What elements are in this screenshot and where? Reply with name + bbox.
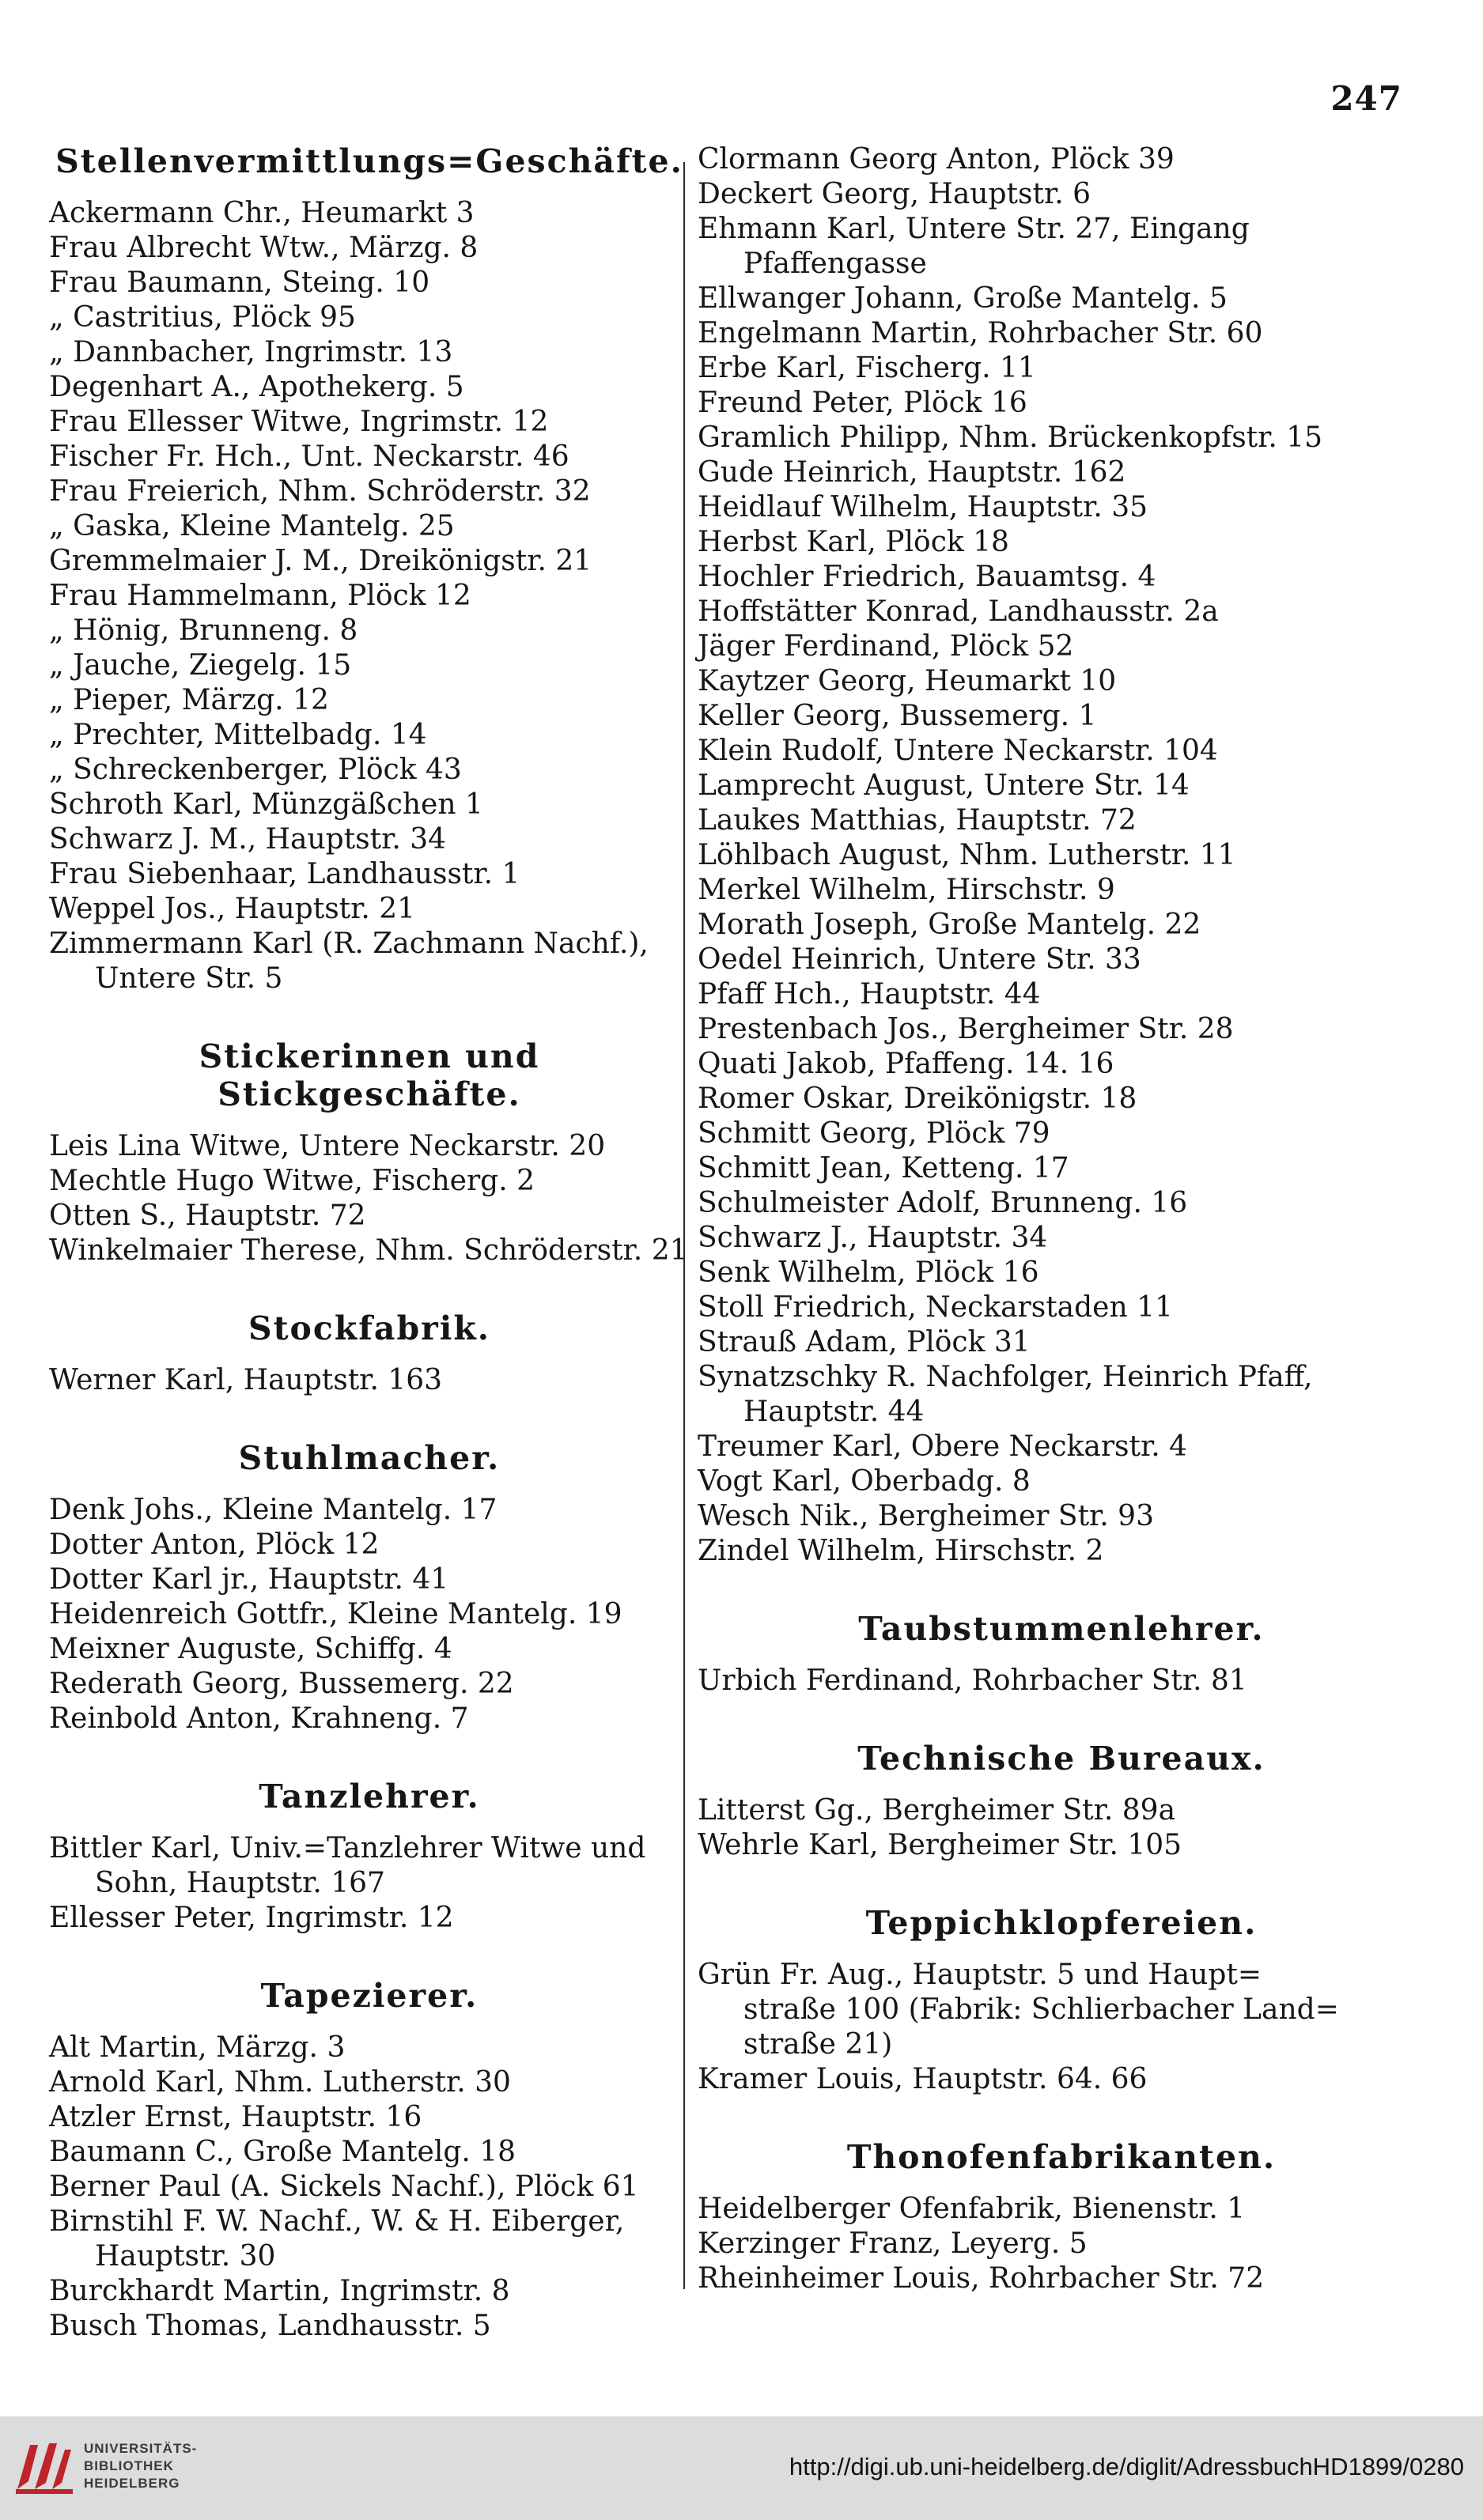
directory-entry: Schulmeister Adolf, Brunneng. 16 (698, 1187, 1188, 1219)
directory-entry: Heidelberger Ofenfabrik, Bienenstr. 1 (698, 2193, 1246, 2225)
directory-entry: Herbst Karl, Plöck 18 (698, 526, 1009, 558)
directory-entry: Morath Joseph, Große Mantelg. 22 (698, 909, 1201, 941)
directory-entry: Dotter Karl jr., Hauptstr. 41 (49, 1563, 449, 1596)
directory-entry: Synatzschky R. Nachfolger, Heinrich Pfaff, (698, 1361, 1313, 1393)
directory-entry: Schwarz J. M., Hauptstr. 34 (49, 823, 447, 856)
directory-entry: Werner Karl, Hauptstr. 163 (49, 1364, 443, 1396)
section-heading: Thonofenfabrikanten. (846, 2138, 1277, 2176)
directory-entry: „ Gaska, Kleine Mantelg. 25 (49, 510, 455, 542)
directory-entry: Keller Georg, Bussemerg. 1 (698, 700, 1097, 732)
directory-entry: Hochler Friedrich, Bauamtsg. 4 (698, 561, 1156, 593)
directory-entry: Heidlauf Wilhelm, Hauptstr. 35 (698, 491, 1148, 523)
directory-entry: Urbich Ferdinand, Rohrbacher Str. 81 (698, 1664, 1247, 1697)
institution-line-1: UNIVERSITÄTS- (84, 2441, 198, 2456)
directory-entry: Weppel Jos., Hauptstr. 21 (49, 893, 416, 925)
directory-entry: Klein Rudolf, Untere Neckarstr. 104 (698, 735, 1218, 767)
directory-entry: Kaytzer Georg, Heumarkt 10 (698, 665, 1117, 697)
directory-entry: Zimmermann Karl (R. Zachmann Nachf.), (49, 928, 649, 960)
directory-entry: straße 21) (743, 2028, 893, 2061)
directory-entry: Rederath Georg, Bussemerg. 22 (49, 1668, 514, 1700)
directory-entry: Winkelmaier Therese, Nhm. Schröderstr. 21 (49, 1234, 688, 1267)
directory-entry: Degenhart A., Apothekerg. 5 (49, 371, 464, 403)
directory-entry: Engelmann Martin, Rohrbacher Str. 60 (698, 317, 1263, 349)
directory-entry: Wehrle Karl, Bergheimer Str. 105 (698, 1829, 1182, 1861)
directory-entry: Gremmelmaier J. M., Dreikönigstr. 21 (49, 545, 592, 577)
directory-entry: Clormann Georg Anton, Plöck 39 (698, 143, 1175, 176)
directory-entry: „ Hönig, Brunneng. 8 (49, 614, 358, 647)
directory-entry: Meixner Auguste, Schiffg. 4 (49, 1633, 452, 1665)
directory-entry: Atzler Ernst, Hauptstr. 16 (49, 2101, 422, 2133)
directory-entry: Untere Str. 5 (95, 962, 283, 995)
section-heading: Technische Bureaux. (857, 1740, 1265, 1778)
directory-entry: Mechtle Hugo Witwe, Fischerg. 2 (49, 1165, 535, 1197)
section-heading: Stellenvermittlungs=Geschäfte. (55, 142, 683, 180)
directory-entry: Fischer Fr. Hch., Unt. Neckarstr. 46 (49, 440, 569, 473)
directory-entry: Ellwanger Johann, Große Mantelg. 5 (698, 282, 1228, 315)
directory-entry: Jäger Ferdinand, Plöck 52 (698, 630, 1074, 663)
directory-entry: Baumann C., Große Mantelg. 18 (49, 2136, 516, 2168)
directory-entry: Busch Thomas, Landhausstr. 5 (49, 2310, 491, 2342)
directory-entry: Deckert Georg, Hauptstr. 6 (698, 178, 1091, 210)
directory-entry: Ellesser Peter, Ingrimstr. 12 (49, 1902, 454, 1934)
directory-entry: Treumer Karl, Obere Neckarstr. 4 (698, 1430, 1188, 1463)
institution-line-2: BIBLIOTHEK (84, 2458, 174, 2473)
directory-entry: Freund Peter, Plöck 16 (698, 387, 1027, 419)
directory-entry: Hauptstr. 30 (95, 2240, 276, 2273)
directory-entry: Arnold Karl, Nhm. Lutherstr. 30 (49, 2066, 511, 2099)
directory-entry: „ Pieper, Märzg. 12 (49, 684, 329, 716)
directory-entry: Löhlbach August, Nhm. Lutherstr. 11 (698, 839, 1236, 871)
directory-entry: Quati Jakob, Pfaffeng. 14. 16 (698, 1048, 1114, 1080)
directory-entry: Frau Ellesser Witwe, Ingrimstr. 12 (49, 406, 549, 438)
directory-entry: Frau Siebenhaar, Landhausstr. 1 (49, 858, 520, 890)
directory-entry: Hoffstätter Konrad, Landhausstr. 2a (698, 595, 1219, 628)
directory-entry: Merkel Wilhelm, Hirschstr. 9 (698, 874, 1115, 906)
directory-entry: Bittler Karl, Univ.=Tanzlehrer Witwe und (49, 1832, 646, 1864)
directory-entry: Denk Johs., Kleine Mantelg. 17 (49, 1494, 497, 1526)
directory-entry: Zindel Wilhelm, Hirschstr. 2 (698, 1535, 1104, 1567)
directory-entry: Leis Lina Witwe, Untere Neckarstr. 20 (49, 1130, 606, 1162)
directory-entry: Rheinheimer Louis, Rohrbacher Str. 72 (698, 2262, 1265, 2295)
directory-entry: Burckhardt Martin, Ingrimstr. 8 (49, 2275, 510, 2307)
directory-entry: Reinbold Anton, Krahneng. 7 (49, 1702, 469, 1735)
directory-entry: „ Jauche, Ziegelg. 15 (49, 649, 352, 682)
right-column (698, 142, 1425, 2296)
footer-bar (0, 2416, 1483, 2520)
directory-entry: Heidenreich Gottfr., Kleine Mantelg. 19 (49, 1598, 622, 1630)
directory-entry: Berner Paul (A. Sickels Nachf.), Plöck 61 (49, 2171, 639, 2203)
section-heading: Taubstummenlehrer. (858, 1610, 1265, 1648)
directory-entry: „ Prechter, Mittelbadg. 14 (49, 719, 427, 751)
directory-entry: Stoll Friedrich, Neckarstaden 11 (698, 1291, 1173, 1324)
directory-entry: Ackermann Chr., Heumarkt 3 (49, 197, 475, 229)
directory-entry: Oedel Heinrich, Untere Str. 33 (698, 943, 1141, 976)
directory-entry: Laukes Matthias, Hauptstr. 72 (698, 804, 1137, 837)
directory-entry: Kramer Louis, Hauptstr. 64. 66 (698, 2063, 1148, 2095)
section-heading: Stockfabrik. (248, 1309, 490, 1347)
directory-entry: Frau Freierich, Nhm. Schröderstr. 32 (49, 475, 591, 508)
directory-entry: Schmitt Jean, Ketteng. 17 (698, 1152, 1069, 1184)
directory-entry: Frau Hammelmann, Plöck 12 (49, 580, 471, 612)
directory-entry: Senk Wilhelm, Plöck 16 (698, 1256, 1039, 1289)
institution-name (84, 2440, 197, 2492)
section-heading: Stuhlmacher. (238, 1439, 501, 1477)
directory-entry: straße 100 (Fabrik: Schlierbacher Land= (743, 1993, 1339, 2026)
directory-entry: Alt Martin, Märzg. 3 (49, 2031, 346, 2064)
directory-entry: Gramlich Philipp, Nhm. Brückenkopfstr. 15 (698, 421, 1323, 454)
directory-entry: „ Castritius, Plöck 95 (49, 301, 356, 334)
section-heading: Stickerinnen und Stickgeschäfte. (199, 1037, 540, 1113)
directory-entry: Grün Fr. Aug., Hauptstr. 5 und Haupt= (698, 1959, 1262, 1991)
directory-entry: Kerzinger Franz, Leyerg. 5 (698, 2227, 1088, 2260)
directory-entry: Frau Albrecht Wtw., Märzg. 8 (49, 232, 479, 264)
directory-entry: Strauß Adam, Plöck 31 (698, 1326, 1031, 1358)
left-column (49, 142, 690, 2344)
directory-entry: Ehmann Karl, Untere Str. 27, Eingang (698, 213, 1250, 245)
directory-entry: Romer Oskar, Dreikönigstr. 18 (698, 1082, 1137, 1115)
directory-entry: Gude Heinrich, Hauptstr. 162 (698, 456, 1126, 489)
directory-entry: Lamprecht August, Untere Str. 14 (698, 769, 1190, 802)
directory-entry: Schmitt Georg, Plöck 79 (698, 1117, 1050, 1150)
directory-entry: Otten S., Hauptstr. 72 (49, 1200, 366, 1232)
section-heading: Tapezierer. (260, 1977, 479, 2015)
directory-entry: Hauptstr. 44 (743, 1396, 925, 1428)
source-url-link[interactable]: http://digi.ub.uni-heidelberg.de/diglit/AdressbuchHD1899/0280 (789, 2453, 1464, 2480)
directory-entry: Prestenbach Jos., Bergheimer Str. 28 (698, 1013, 1234, 1045)
directory-entry: Pfaff Hch., Hauptstr. 44 (698, 978, 1041, 1011)
directory-entry: „ Schreckenberger, Plöck 43 (49, 754, 462, 786)
directory-entry: Sohn, Hauptstr. 167 (95, 1867, 385, 1899)
section-heading: Tanzlehrer. (259, 1778, 480, 1815)
directory-entry: Frau Baumann, Steing. 10 (49, 266, 430, 299)
directory-entry: Birnstihl F. W. Nachf., W. & H. Eiberger, (49, 2205, 625, 2238)
directory-entry: Schwarz J., Hauptstr. 34 (698, 1222, 1048, 1254)
directory-entry: Pfaffengasse (743, 247, 927, 280)
directory-entry: Dotter Anton, Plöck 12 (49, 1528, 380, 1561)
directory-entry: Erbe Karl, Fischerg. 11 (698, 352, 1036, 384)
university-seal-icon (11, 2434, 79, 2502)
directory-entry: „ Dannbacher, Ingrimstr. 13 (49, 336, 453, 368)
page-number: 247 (1330, 79, 1402, 118)
directory-entry: Schroth Karl, Münzgäßchen 1 (49, 788, 483, 821)
directory-entry: Litterst Gg., Bergheimer Str. 89a (698, 1794, 1176, 1827)
institution-line-3: HEIDELBERG (84, 2476, 180, 2491)
section-heading: Teppichklopfereien. (865, 1904, 1258, 1942)
directory-entry: Vogt Karl, Oberbadg. 8 (698, 1465, 1031, 1498)
directory-entry: Wesch Nik., Bergheimer Str. 93 (698, 1500, 1154, 1532)
